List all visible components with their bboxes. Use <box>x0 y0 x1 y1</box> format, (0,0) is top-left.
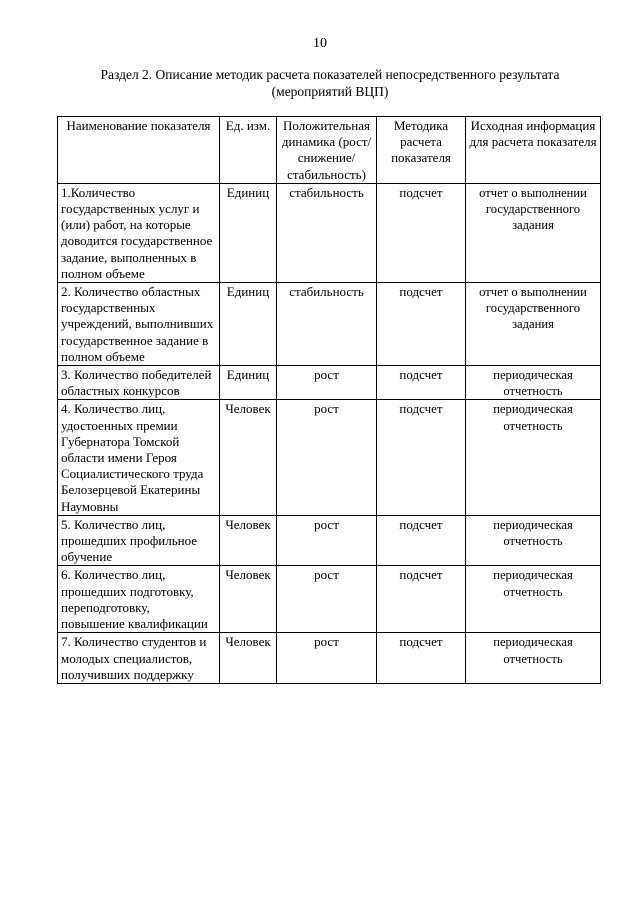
section-title <box>60 66 600 100</box>
cell-unit: Единиц <box>220 366 277 400</box>
section-title-line-1: Раздел 2. Описание методик расчета показателей непосредственного результата <box>100 67 560 82</box>
cell-name: 5. Количество лиц, прошедших профильное обучение <box>58 515 220 566</box>
cell-source: отчет о выполнении государственного задания <box>466 183 601 282</box>
cell-name: 2. Количество областных государственных учреждений, выполнивших государственное задание в полном объеме <box>58 283 220 366</box>
cell-dynamics: рост <box>277 633 377 684</box>
cell-dynamics: рост <box>277 566 377 633</box>
table-row <box>58 633 601 684</box>
cell-method: подсчет <box>377 400 466 515</box>
cell-source: периодическая отчетность <box>466 400 601 515</box>
cell-dynamics: рост <box>277 400 377 515</box>
page-number: 10 <box>313 36 327 51</box>
table-row <box>58 515 601 566</box>
cell-method: подсчет <box>377 515 466 566</box>
header-name: Наименование показателя <box>58 117 220 184</box>
cell-source: периодическая отчетность <box>466 515 601 566</box>
header-unit: Ед. изм. <box>220 117 277 184</box>
header-dynamics: Положительная динамика (рост/снижение/ стабильность) <box>277 117 377 184</box>
header-method: Методика расчета показателя <box>377 117 466 184</box>
cell-source: периодическая отчетность <box>466 566 601 633</box>
header-source: Исходная информация для расчета показателя <box>466 117 601 184</box>
cell-unit: Человек <box>220 566 277 633</box>
cell-unit: Единиц <box>220 283 277 366</box>
table-row <box>58 566 601 633</box>
cell-dynamics: рост <box>277 515 377 566</box>
table-header-row <box>58 117 601 184</box>
table-row <box>58 283 601 366</box>
cell-unit: Человек <box>220 400 277 515</box>
cell-name: 6. Количество лиц, прошедших подготовку, переподготовку, повышение квалификации <box>58 566 220 633</box>
cell-source: периодическая отчетность <box>466 366 601 400</box>
cell-method: подсчет <box>377 183 466 282</box>
table-row <box>58 366 601 400</box>
cell-dynamics: стабильность <box>277 183 377 282</box>
cell-method: подсчет <box>377 283 466 366</box>
cell-name: 4. Количество лиц, удостоенных премии Губернатора Томской области имени Героя Социалистического труда Белозерцевой Екатерины Наумовны <box>58 400 220 515</box>
table-row <box>58 183 601 282</box>
indicators-table <box>57 116 601 684</box>
cell-dynamics: рост <box>277 366 377 400</box>
cell-unit: Человек <box>220 633 277 684</box>
cell-name: 3. Количество победителей областных конкурсов <box>58 366 220 400</box>
cell-unit: Человек <box>220 515 277 566</box>
cell-unit: Единиц <box>220 183 277 282</box>
cell-source: периодическая отчетность <box>466 633 601 684</box>
cell-method: подсчет <box>377 366 466 400</box>
cell-dynamics: стабильность <box>277 283 377 366</box>
cell-method: подсчет <box>377 566 466 633</box>
cell-name: 7. Количество студентов и молодых специалистов, получивших поддержку <box>58 633 220 684</box>
table-row <box>58 400 601 515</box>
cell-source: отчет о выполнении государственного задания <box>466 283 601 366</box>
section-title-line-2: (мероприятий ВЦП) <box>271 84 389 99</box>
cell-method: подсчет <box>377 633 466 684</box>
cell-name: 1.Количество государственных услуг и (или) работ, на которые доводится государственное задание, выполненных в полном объеме <box>58 183 220 282</box>
